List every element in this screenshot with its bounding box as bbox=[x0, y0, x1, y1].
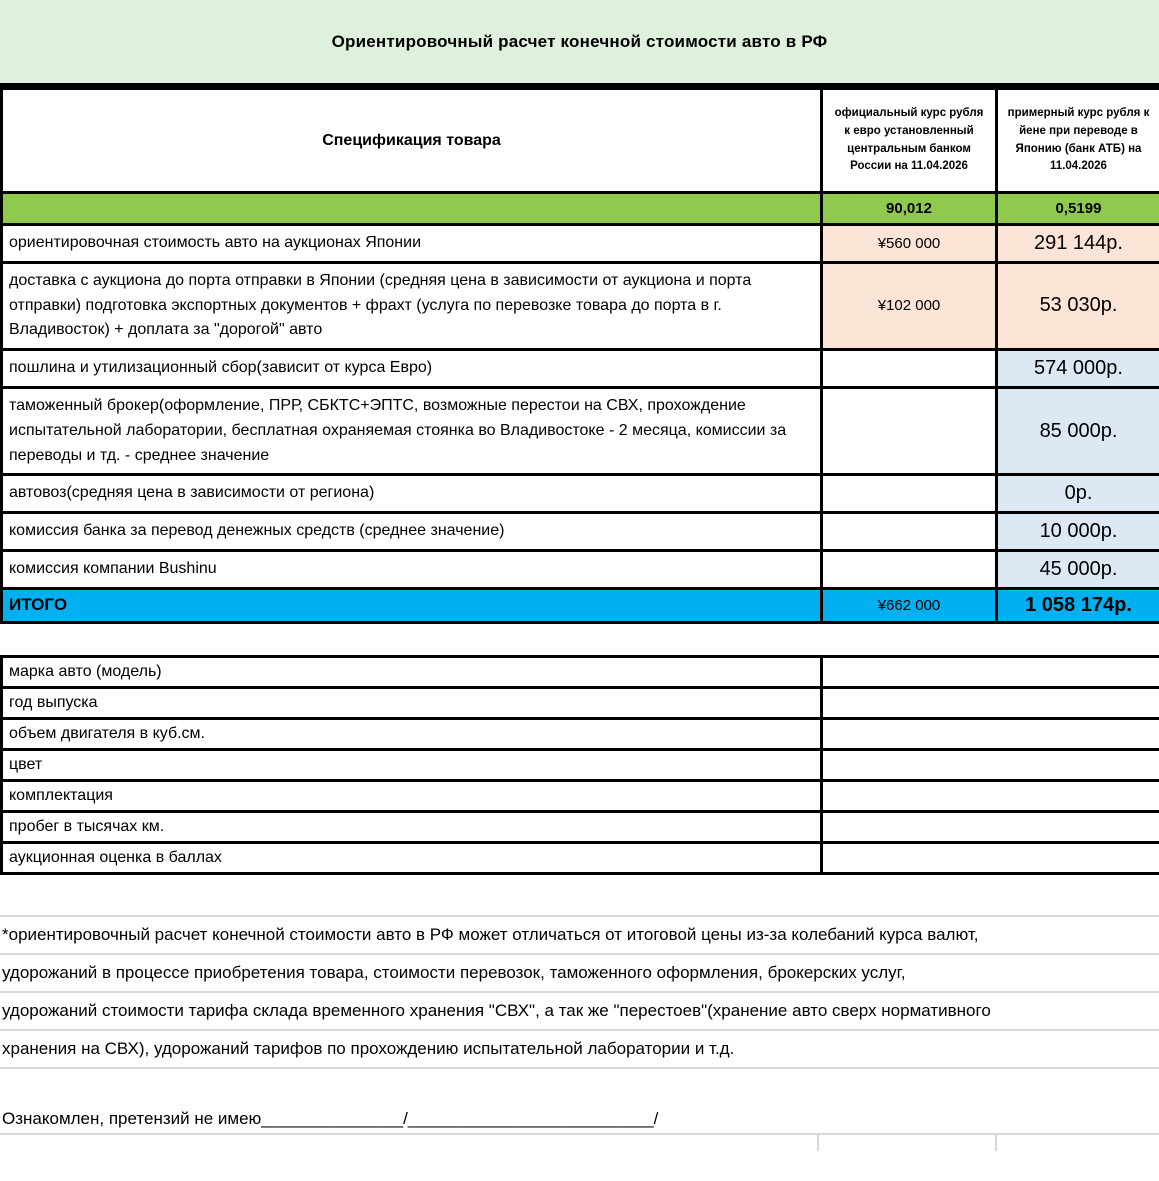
cost-row-yen bbox=[822, 550, 997, 588]
table-row bbox=[2, 513, 1159, 551]
cost-row-rub: 291 144р. bbox=[997, 225, 1159, 263]
grid-divider bbox=[995, 1135, 997, 1151]
table-row bbox=[2, 350, 1159, 388]
cost-row-label: доставка с аукциона до порта отправки в Японии (средняя цена в зависимости от аукциона и порта отправки) подготовка экспортных документов + фрахт (услуга по перевозке товара до порта в г. Владивосток) + доплата за "дорогой" авто bbox=[2, 262, 822, 349]
cost-row-yen: ¥102 000 bbox=[822, 262, 997, 349]
eur-rate-value: 90,012 bbox=[822, 193, 997, 225]
table-row bbox=[2, 718, 1159, 749]
vehicle-row-value bbox=[822, 749, 1159, 780]
table-row bbox=[2, 225, 1159, 263]
jpy-rate-header-cell: примерный курс рубля к йене при переводе в Японию (банк АТБ) на 11.04.2026 bbox=[997, 89, 1159, 193]
cost-row-rub: 85 000р. bbox=[997, 387, 1159, 474]
cost-row-yen bbox=[822, 475, 997, 513]
vehicle-row-label: аукционная оценка в баллах bbox=[2, 842, 822, 873]
grid-divider bbox=[817, 1135, 819, 1151]
cost-row-rub: 574 000р. bbox=[997, 350, 1159, 388]
vehicle-row-value bbox=[822, 780, 1159, 811]
vehicle-row-label: объем двигателя в куб.см. bbox=[2, 718, 822, 749]
table-row bbox=[2, 780, 1159, 811]
vehicle-row-value bbox=[822, 656, 1159, 687]
vehicle-row-value bbox=[822, 811, 1159, 842]
disclaimer-block bbox=[0, 915, 1159, 1069]
rates-empty-cell bbox=[2, 193, 822, 225]
table-row bbox=[2, 387, 1159, 474]
cost-row-rub: 0р. bbox=[997, 475, 1159, 513]
jpy-rate-value: 0,5199 bbox=[997, 193, 1159, 225]
cost-row-label: таможенный брокер(оформление, ПРР, СБКТС+ЭПТС, возможные перестои на СВХ, прохождение испытательной лаборатории, бесплатная охраняемая стоянка во Владивостоке - 2 месяца, комиссии за переводы и тд. - среднее значение bbox=[2, 387, 822, 474]
spacer bbox=[0, 1069, 1159, 1106]
cost-row-yen bbox=[822, 387, 997, 474]
eur-rate-header-cell: официальный курс рубля к евро установленный центральным банком России на 11.04.2026 bbox=[822, 89, 997, 193]
table-row bbox=[2, 842, 1159, 873]
table-row bbox=[2, 656, 1159, 687]
total-yen: ¥662 000 bbox=[822, 588, 997, 622]
table-row bbox=[2, 262, 1159, 349]
total-label: ИТОГО bbox=[2, 588, 822, 622]
spec-header-cell: Спецификация товара bbox=[2, 89, 822, 193]
table-row bbox=[2, 550, 1159, 588]
total-row bbox=[2, 588, 1159, 622]
spacer bbox=[0, 875, 1159, 915]
cost-row-yen: ¥560 000 bbox=[822, 225, 997, 263]
cost-row-label: комиссия банка за перевод денежных средств (среднее значение) bbox=[2, 513, 822, 551]
cost-row-rub: 45 000р. bbox=[997, 550, 1159, 588]
disclaimer-line: *ориентировочный расчет конечной стоимости авто в РФ может отличаться от итоговой цены из-за колебаний курса валют, bbox=[0, 917, 1159, 955]
vehicle-row-label: год выпуска bbox=[2, 687, 822, 718]
vehicle-row-value bbox=[822, 687, 1159, 718]
table-row bbox=[2, 811, 1159, 842]
vehicle-row-label: пробег в тысячах км. bbox=[2, 811, 822, 842]
exchange-rates-row bbox=[2, 193, 1159, 225]
cost-row-label: пошлина и утилизационный сбор(зависит от курса Евро) bbox=[2, 350, 822, 388]
table-row bbox=[2, 749, 1159, 780]
cost-row-label: комиссия компании Bushinu bbox=[2, 550, 822, 588]
cost-table bbox=[0, 87, 1159, 624]
title-band bbox=[0, 0, 1159, 87]
cost-row-label: автовоз(средняя цена в зависимости от региона) bbox=[2, 475, 822, 513]
page-title: Ориентировочный расчет конечной стоимости авто в РФ bbox=[331, 31, 828, 51]
signature-line: Ознакомлен, претензий не имею_______________/__________________________/ bbox=[2, 1109, 659, 1129]
vehicle-row-value bbox=[822, 718, 1159, 749]
cost-row-rub: 10 000р. bbox=[997, 513, 1159, 551]
cost-row-yen bbox=[822, 513, 997, 551]
cost-row-yen bbox=[822, 350, 997, 388]
spacer bbox=[0, 624, 1159, 655]
table-row bbox=[2, 475, 1159, 513]
vehicle-row-label: марка авто (модель) bbox=[2, 656, 822, 687]
total-rub: 1 058 174р. bbox=[997, 588, 1159, 622]
vehicle-row-value bbox=[822, 842, 1159, 873]
cost-row-label: ориентировочная стоимость авто на аукционах Японии bbox=[2, 225, 822, 263]
grid-bottom-strip bbox=[0, 1133, 1159, 1151]
cost-table-header-row bbox=[2, 89, 1159, 193]
table-row bbox=[2, 687, 1159, 718]
disclaimer-line: удорожаний в процессе приобретения товара, стоимости перевозок, таможенного оформления, брокерских услуг, bbox=[0, 955, 1159, 993]
disclaimer-line: хранения на СВХ), удорожаний тарифов по прохождению испытательной лаборатории и т.д. bbox=[0, 1031, 1159, 1069]
vehicle-spec-table bbox=[0, 655, 1159, 875]
disclaimer-line: удорожаний стоимости тарифа склада временного хранения "СВХ", а так же "перестоев"(хранение авто сверх нормативного bbox=[0, 993, 1159, 1031]
cost-row-rub: 53 030р. bbox=[997, 262, 1159, 349]
vehicle-row-label: цвет bbox=[2, 749, 822, 780]
vehicle-row-label: комплектация bbox=[2, 780, 822, 811]
